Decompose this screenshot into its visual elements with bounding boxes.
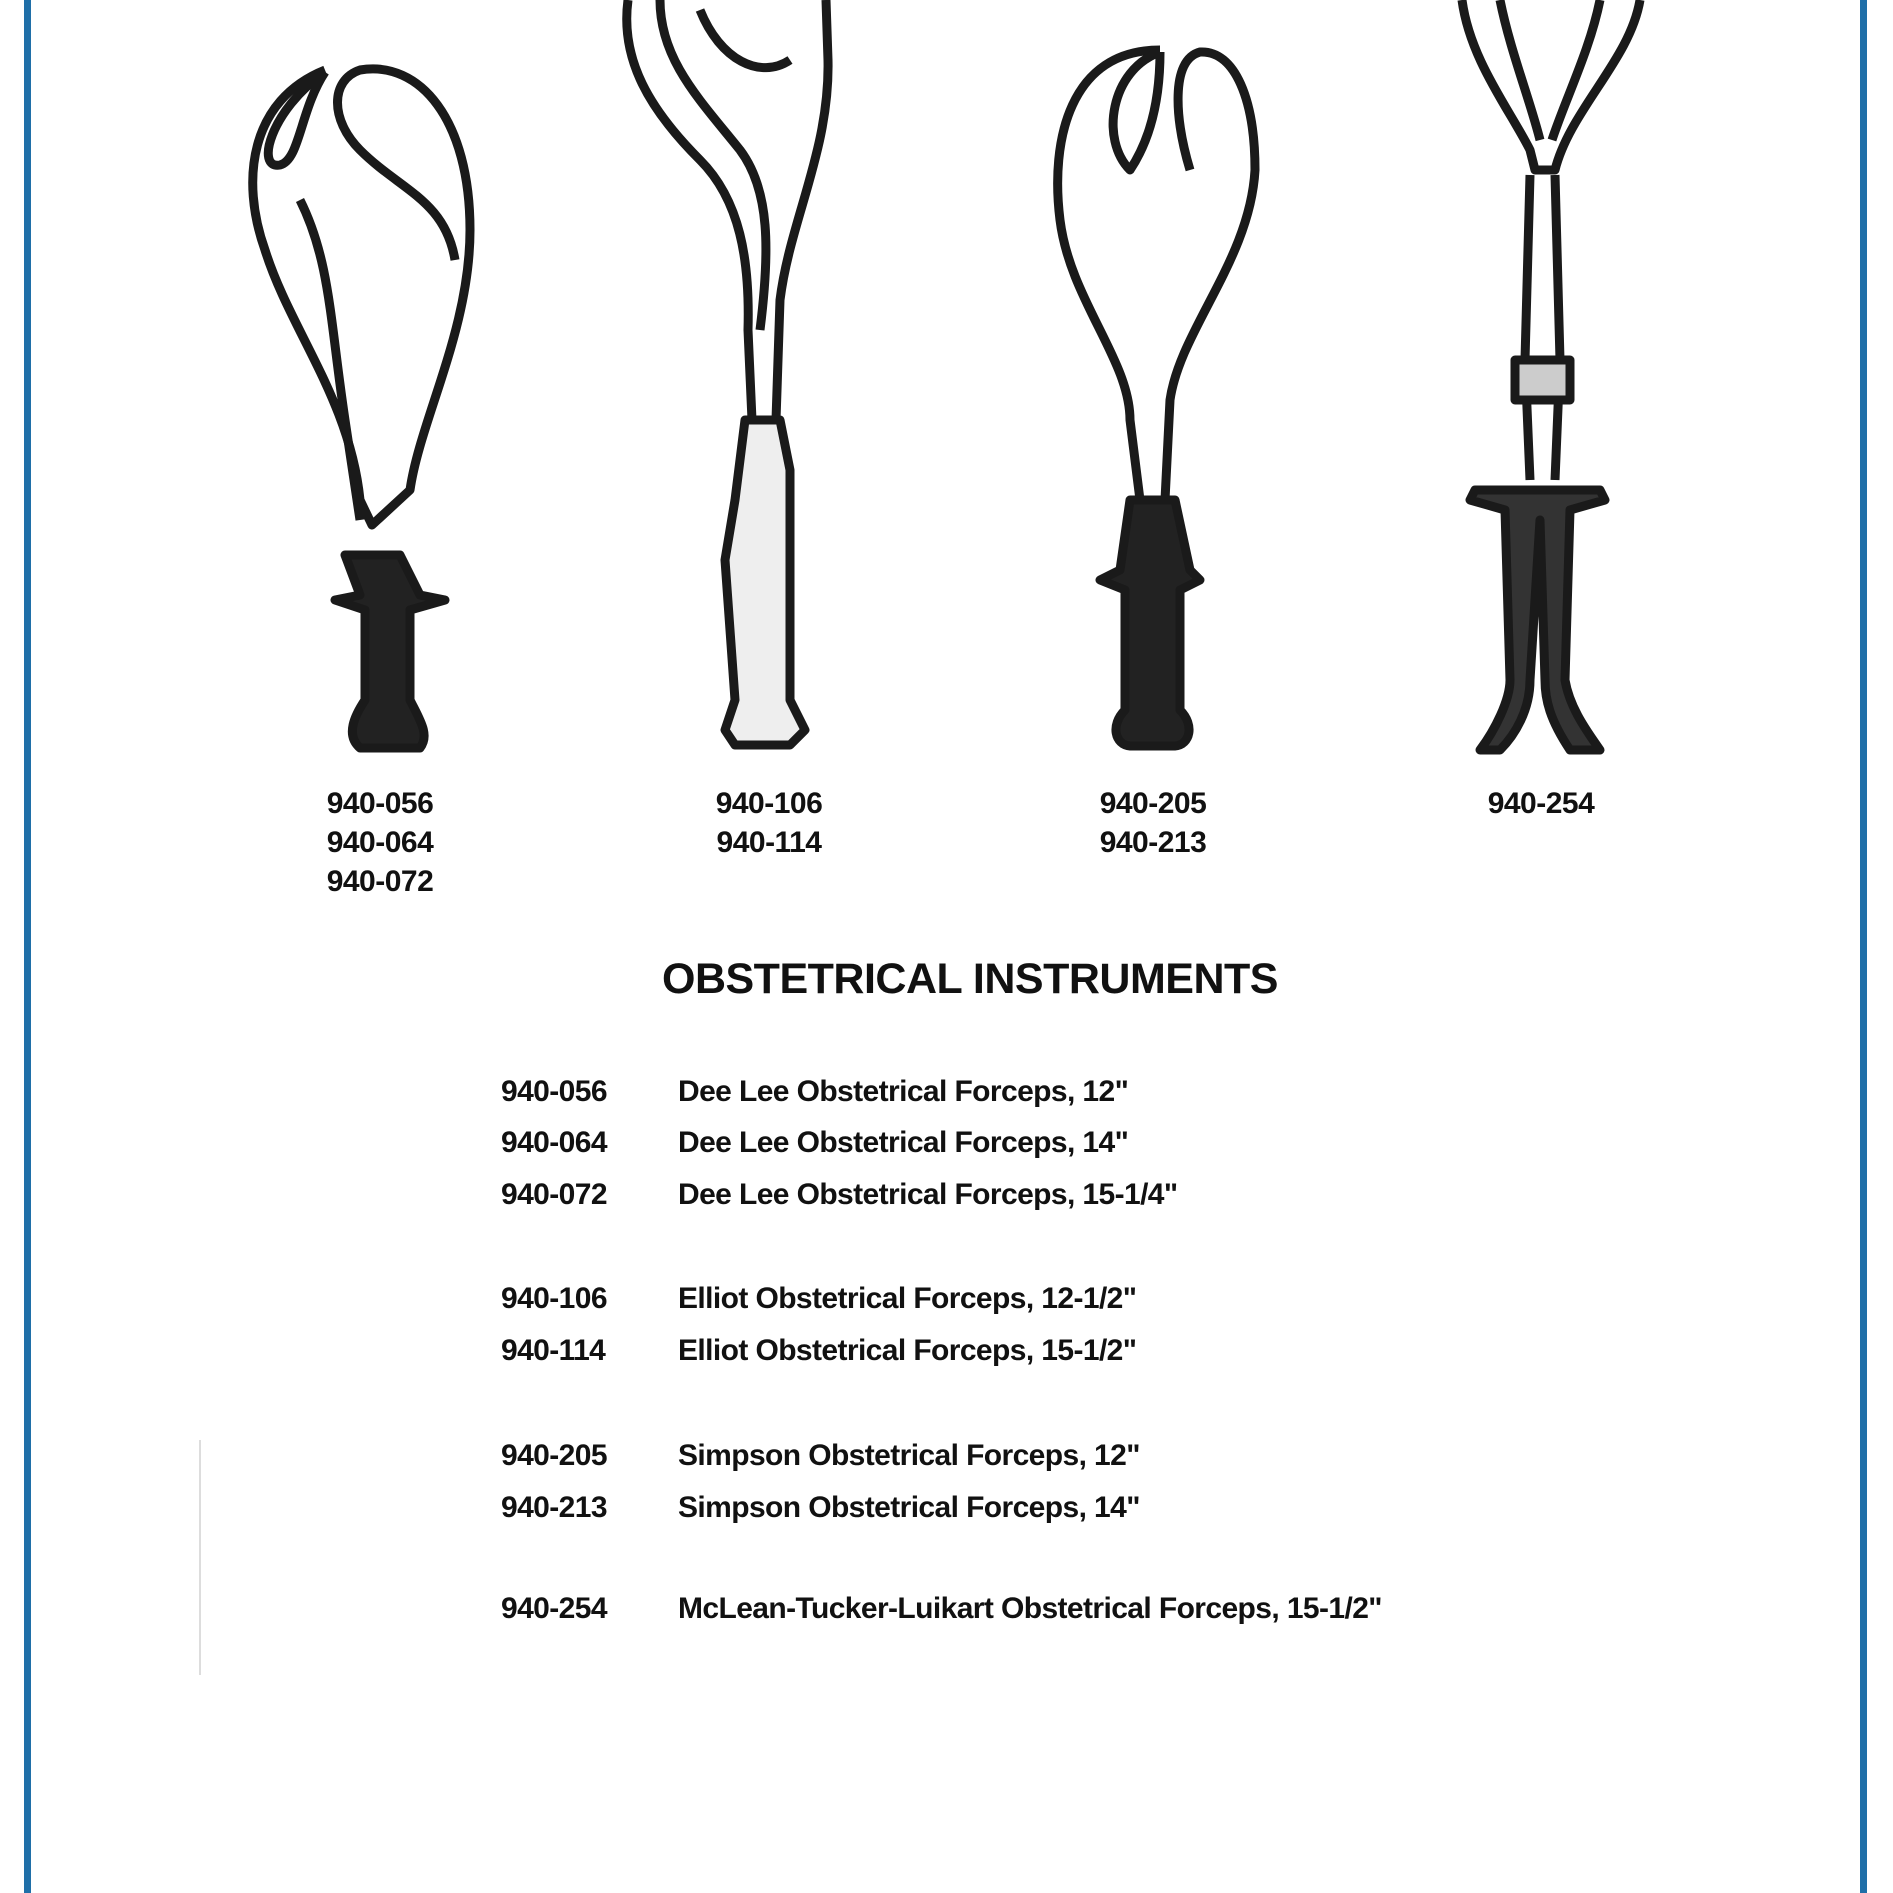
item-description: Simpson Obstetrical Forceps, 12" [678,1439,1140,1472]
mclean-tucker-luikart-forceps-illustration [1462,0,1640,480]
item-code: 940-064 [501,1126,607,1159]
figure-label-simpson [1053,784,1253,862]
catalog-row [501,1491,1140,1525]
figure-code: 940-254 [1487,787,1595,820]
mclean-handle [1470,490,1605,750]
item-code: 940-254 [501,1592,607,1625]
item-description: Simpson Obstetrical Forceps, 14" [678,1491,1140,1524]
dee-lee-handle [335,555,445,748]
figure-code: 940-056 [326,787,434,820]
catalog-row [501,1439,1140,1473]
figure-code: 940-213 [1099,826,1207,859]
item-description: Dee Lee Obstetrical Forceps, 14" [678,1126,1129,1159]
figure-code: 940-114 [716,826,822,859]
item-code: 940-213 [501,1491,607,1524]
catalog-row [501,1178,1178,1212]
simpson-handle [1100,500,1200,746]
elliot-handle [725,420,805,745]
item-code: 940-106 [501,1282,607,1315]
item-description: McLean-Tucker-Luikart Obstetrical Forceps, 15-1/2" [678,1592,1382,1625]
figure-code: 940-205 [1099,787,1207,820]
item-code: 940-056 [501,1075,607,1108]
item-code: 940-205 [501,1439,607,1472]
figure-code: 940-064 [326,826,434,859]
figure-label-dee-lee [280,784,480,901]
catalog-row [501,1282,1136,1316]
catalog-row [501,1126,1128,1160]
dee-lee-forceps-illustration [253,69,470,525]
page-title: OBSTETRICAL INSTRUMENTS [662,955,1278,1003]
simpson-forceps-illustration [1058,50,1255,500]
figure-code: 940-072 [326,865,434,898]
elliot-forceps-illustration [627,0,828,420]
item-description: Elliot Obstetrical Forceps, 15-1/2" [678,1334,1137,1367]
item-description: Dee Lee Obstetrical Forceps, 12" [678,1075,1129,1108]
figure-label-elliot [669,784,869,862]
item-code: 940-072 [501,1178,607,1211]
figure-label-mclean [1441,784,1641,823]
catalog-row [501,1075,1128,1109]
item-description: Dee Lee Obstetrical Forceps, 15-1/4" [678,1178,1178,1211]
catalog-row [501,1334,1136,1368]
figure-code: 940-106 [715,787,823,820]
item-code: 940-114 [501,1334,606,1367]
catalog-row [501,1592,1382,1626]
mclean-lock [1515,360,1570,400]
item-description: Elliot Obstetrical Forceps, 12-1/2" [678,1282,1137,1315]
